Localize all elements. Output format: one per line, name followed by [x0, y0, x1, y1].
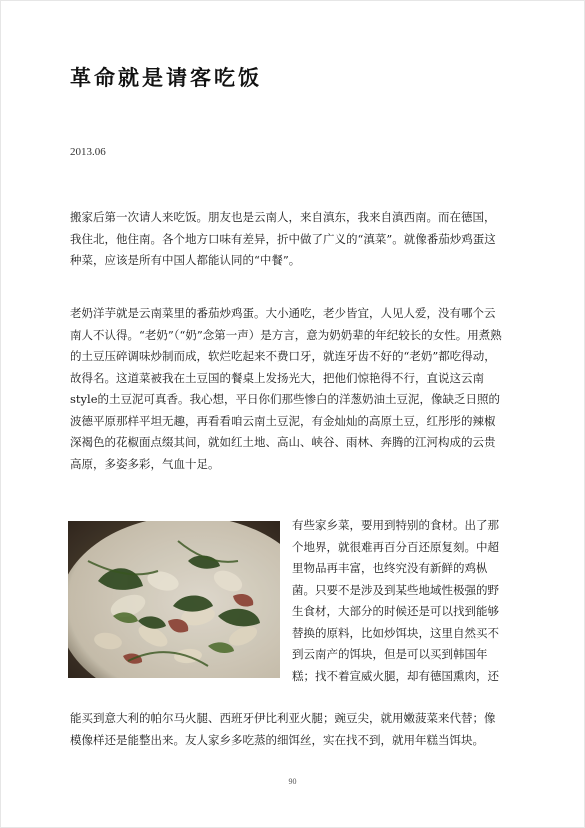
text-line: 故得名。这道菜被我在土豆国的餐桌上发扬光大，把他们惊艳得不行，直说这云南: [70, 370, 484, 385]
text-line: 的土豆压碎调味炒制而成，软烂吃起来不费口牙，就连牙齿不好的“老奶”都吃得动，: [70, 349, 496, 363]
paragraph-2: [70, 303, 516, 475]
paragraph-1: [70, 207, 516, 272]
text-line: 我住北，他住南。各个地方口味有差异，折中做了广义的“滇菜”。就像番茄炒鸡蛋这: [70, 231, 496, 246]
text-line: 高原，多姿多彩，气血十足。: [70, 456, 220, 471]
text-line: 南人不认得。“老奶”（“奶”念第一声）是方言，意为奶奶辈的年纪较长的女性。用煮熟: [70, 327, 502, 342]
date-label: 2013.06: [70, 146, 106, 158]
paragraph-3-tail: [70, 708, 516, 751]
text-line: 替换的原料，比如炒饵块，这里自然买不: [292, 625, 499, 640]
text-line: 模像样还是能整出来。友人家乡多吃蒸的细饵丝，实在找不到，就用年糕当饵块。: [70, 732, 484, 747]
text-line: 糕；找不着宣威火腿，却有德国熏肉，还: [292, 668, 499, 683]
text-line: 波德平原那样平坦无趣，再看看咱云南土豆泥，有金灿灿的高原土豆，红彤彤的辣椒: [70, 413, 496, 428]
text-line: 到云南产的饵块，但是可以买到韩国年: [292, 647, 488, 661]
text-line: 能买到意大利的帕尔马火腿、西班牙伊比利亚火腿；豌豆尖，就用嫩菠菜来代替；像: [70, 711, 496, 725]
text-line: 个地界，就很难再百分百还原复刻。中超: [292, 539, 499, 554]
text-line: 深褐色的花椒面点缀其间，就如红土地、高山、峡谷、雨林、奔腾的江河构成的云贵: [70, 435, 496, 449]
text-line: style的土豆泥可真香。我心想，平日你们那些惨白的洋葱奶油土豆泥，像缺乏日照的: [70, 392, 500, 406]
page-number: 90: [288, 777, 297, 786]
text-line: 里物品再丰富，也终究没有新鲜的鸡枞: [292, 561, 488, 575]
text-line: 生食材，大部分的时候还是可以找到能够: [292, 604, 499, 618]
food-photo: [68, 521, 280, 678]
page-title: 革命就是请客吃饭: [70, 65, 262, 90]
text-line: 有些家乡菜，要用到特别的食材。出了那: [292, 518, 499, 532]
text-line: 菌。只要不是涉及到某些地域性极强的野: [292, 582, 499, 597]
text-line: 种菜，应该是所有中国人都能认同的“中餐”。: [70, 253, 301, 267]
text-line: 老奶洋芋就是云南菜里的番茄炒鸡蛋。大小通吃，老少皆宜，人见人爱，没有哪个云: [70, 306, 496, 320]
text-line: 搬家后第一次请人来吃饭。朋友也是云南人，来自滇东，我来自滇西南。而在德国，: [70, 210, 496, 224]
paragraph-3-side: [292, 515, 516, 687]
